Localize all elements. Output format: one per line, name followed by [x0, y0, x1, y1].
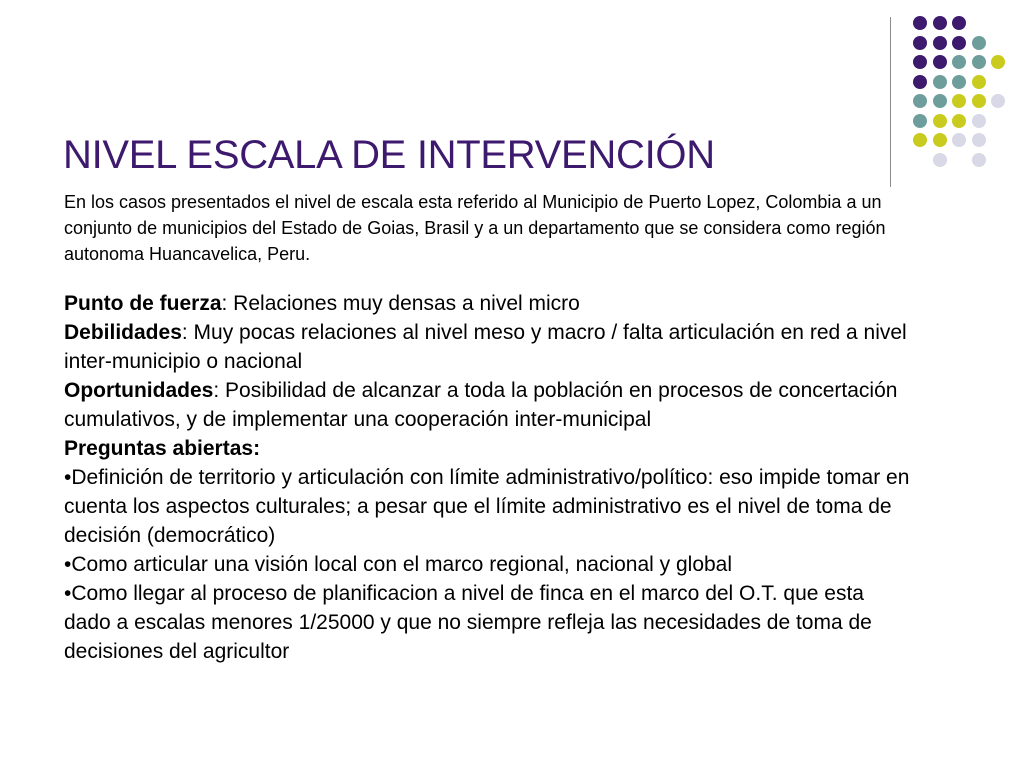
opportunities-line: [64, 376, 914, 434]
vertical-divider: [890, 17, 891, 187]
opportunities-label: Oportunidades: [64, 379, 214, 402]
dot-icon: [952, 94, 966, 108]
intro-paragraph: En los casos presentados el nivel de escala esta referido al Municipio de Puerto Lopez, Colombia a un conjunto de municipios del Estado de Goias, Brasil y a un departamento que se considera como región autonoma Huancavelica, Peru.: [64, 192, 886, 264]
question-item: •Como articular una visión local con el marco regional, nacional y global: [64, 553, 733, 576]
dot-icon: [952, 55, 966, 69]
dot-icon: [972, 55, 986, 69]
question-item: •Definición de territorio y articulación con límite administrativo/político: eso impide tomar en cuenta los aspectos culturales; a pesar que el límite administrativo es el nivel de toma de decisión (democrático): [64, 466, 910, 547]
dot-icon: [933, 133, 947, 147]
dot-icon: [913, 75, 927, 89]
slide-title: NIVEL ESCALA DE INTERVENCIÓN: [63, 132, 715, 177]
weaknesses-line: [64, 318, 914, 376]
dot-icon: [952, 133, 966, 147]
dot-icon: [913, 16, 927, 30]
dot-icon: [952, 114, 966, 128]
dot-icon: [972, 153, 986, 167]
dot-icon: [933, 94, 947, 108]
strengths-label: Punto de fuerza: [64, 292, 222, 315]
dot-icon: [933, 16, 947, 30]
dot-icon: [933, 153, 947, 167]
dot-icon: [913, 36, 927, 50]
question-item: •Como llegar al proceso de planificacion a nivel de finca en el marco del O.T. que esta dado a escalas menores 1/25000 y que no siempre refleja las necesidades de toma de decisiones del agricultor: [64, 582, 872, 663]
weaknesses-text: : Muy pocas relaciones al nivel meso y macro / falta articulación en red a nivel inter-municipio o nacional: [64, 321, 907, 373]
questions-heading: Preguntas abiertas:: [64, 437, 261, 460]
dot-icon: [933, 55, 947, 69]
dot-icon: [972, 94, 986, 108]
dot-icon: [913, 114, 927, 128]
dot-icon: [972, 75, 986, 89]
analysis-block: [64, 289, 914, 666]
dot-icon: [952, 75, 966, 89]
dot-icon: [972, 36, 986, 50]
dot-icon: [952, 16, 966, 30]
slide-body: [64, 189, 914, 666]
dot-icon: [991, 94, 1005, 108]
dot-icon: [972, 114, 986, 128]
strengths-text: : Relaciones muy densas a nivel micro: [221, 292, 580, 315]
dot-icon: [913, 55, 927, 69]
strengths-line: [64, 289, 914, 318]
dot-icon: [933, 75, 947, 89]
dot-icon: [972, 133, 986, 147]
dot-icon: [913, 94, 927, 108]
weaknesses-label: Debilidades: [64, 321, 182, 344]
dot-icon: [933, 36, 947, 50]
dot-icon: [913, 133, 927, 147]
dot-icon: [933, 114, 947, 128]
dot-icon: [991, 55, 1005, 69]
dot-icon: [952, 36, 966, 50]
opportunities-text: : Posibilidad de alcanzar a toda la población en procesos de concertación cumulativos, y de implementar una cooperación inter-municipal: [64, 379, 898, 431]
